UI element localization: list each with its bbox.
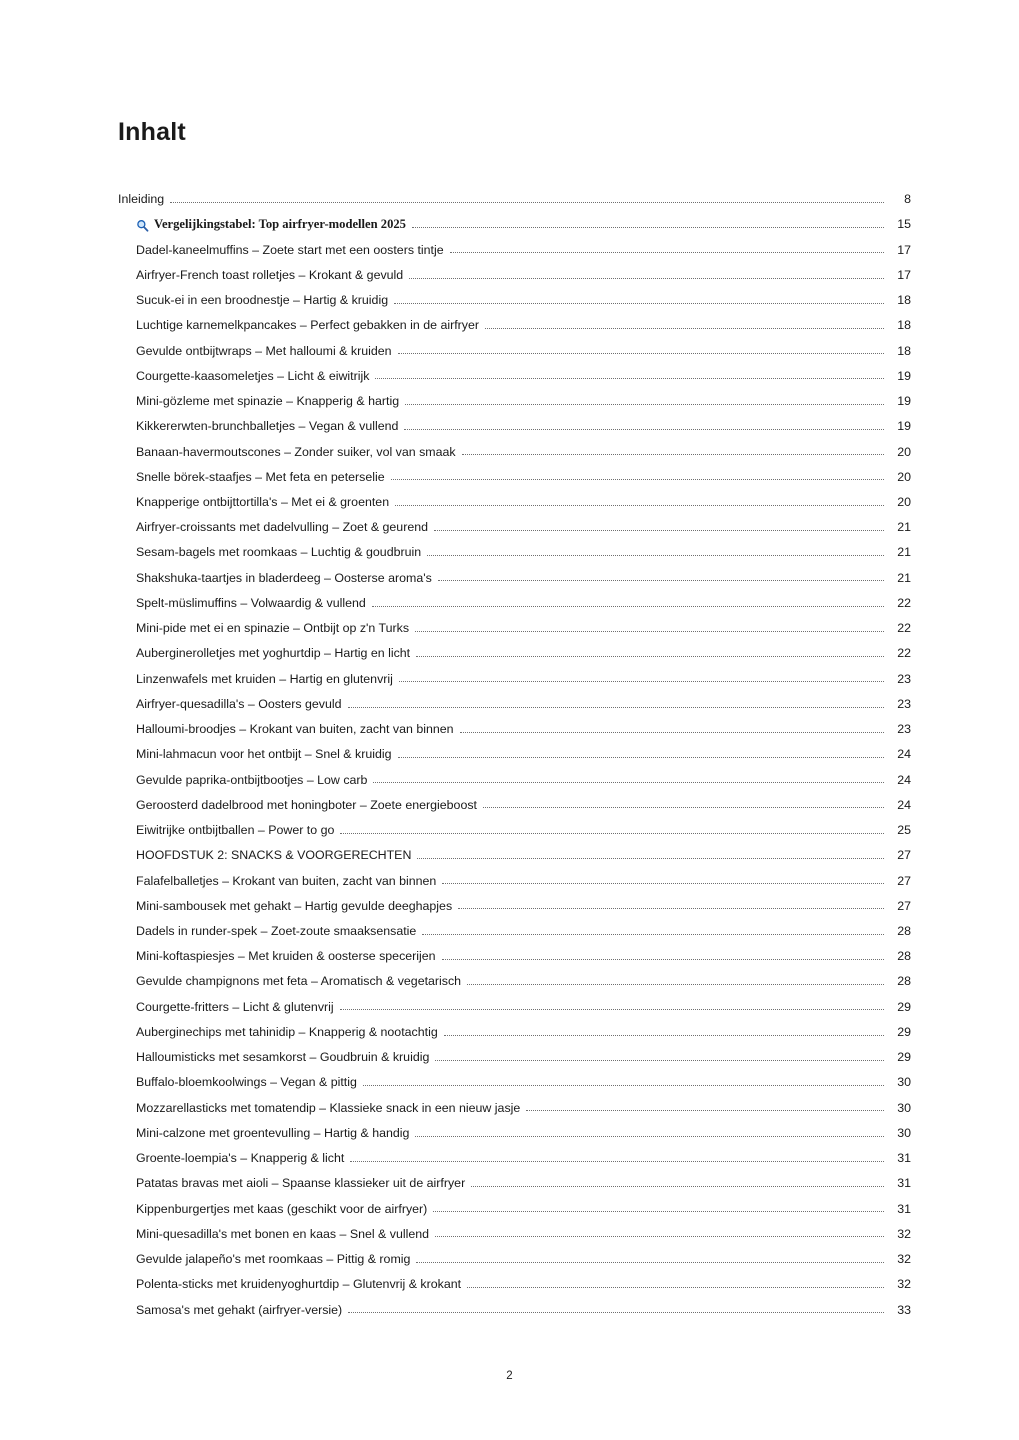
toc-entry[interactable] [136,446,911,460]
toc-leader-dots [394,302,884,304]
toc-entry-page-number: 27 [897,898,911,913]
toc-leader-dots [460,731,884,733]
toc-leader-dots [372,605,884,607]
toc-leader-dots [485,327,884,329]
toc-leader-dots [526,1109,884,1111]
toc-leader-dots [404,428,884,430]
toc-leader-dots [427,554,884,556]
toc-entry[interactable] [136,345,911,359]
toc-leader-dots [348,1311,884,1313]
toc-entry-label: Sesam-bagels met roomkaas – Luchtig & goudbruin [136,545,422,560]
toc-entry[interactable] [136,799,911,813]
toc-entry[interactable] [136,1127,911,1141]
toc-leader-dots [416,1261,884,1263]
toc-entry[interactable] [136,572,911,586]
toc-entry-label: Courgette-kaasomeletjes – Licht & eiwitrijk [136,368,370,383]
toc-entry-page-number: 18 [897,318,911,333]
toc-entry-label: Gevulde champignons met feta – Aromatisch & vegetarisch [136,974,462,989]
toc-leader-dots [433,1210,884,1212]
toc-entry[interactable] [136,546,911,560]
toc-leader-dots [348,706,884,708]
toc-entry-page-number: 31 [897,1201,911,1216]
toc-entry-page-number: 25 [897,823,911,838]
toc-entry-label: Patatas bravas met aioli – Spaanse klassieker uit de airfryer [136,1176,466,1191]
toc-entry-page-number: 22 [897,595,911,610]
toc-entry-page-number: 17 [897,267,911,282]
toc-entry[interactable] [136,900,911,914]
toc-entry-page-number: 31 [897,1176,911,1191]
toc-entry-page-number: 28 [897,924,911,938]
toc-entry-label: Spelt-müslimuffins – Volwaardig & vullend [136,595,366,610]
toc-leader-dots [363,1084,884,1086]
toc-entry[interactable] [136,673,911,687]
toc-leader-dots [458,907,884,909]
toc-entry-page-number: 33 [897,1302,911,1317]
toc-entry[interactable] [136,420,911,434]
toc-entry-label: Airfryer-croissants met dadelvulling – Zoet & geurend [136,520,429,535]
toc-leader-dots [417,857,884,859]
toc-leader-dots [340,832,884,834]
toc-entry[interactable] [136,1228,911,1242]
toc-entry[interactable] [136,824,911,838]
toc-entry-label: Courgette-fritters – Licht & glutenvrij [136,999,334,1014]
toc-entry-page-number: 24 [897,747,911,762]
toc-leader-dots [415,630,884,632]
toc-entry-label: Banaan-havermoutscones – Zonder suiker, vol van smaak [136,444,456,459]
toc-entry[interactable] [136,294,911,308]
toc-leader-dots [434,529,884,531]
toc-entry-label: Linzenwafels met kruiden – Hartig en glutenvrij [136,671,393,686]
toc-leader-dots [422,933,884,935]
toc-entry-label: HOOFDSTUK 2: SNACKS & VOORGERECHTEN [136,848,412,863]
toc-entry-page-number: 32 [897,1252,911,1267]
toc-entry-page-number: 29 [897,1050,911,1065]
toc-leader-dots [350,1160,884,1162]
toc-entry-page-number: 18 [897,343,911,358]
toc-entry[interactable] [136,748,911,762]
toc-leader-dots [467,983,884,985]
toc-entry-label: Buffalo-bloemkoolwings – Vegan & pittig [136,1075,357,1090]
toc-entry-page-number: 24 [897,797,911,812]
toc-leader-dots [395,504,884,506]
toc-entry-label: Gevulde jalapeño's met roomkaas – Pittig & romig [136,1252,411,1267]
toc-entry-label: Inleiding [118,192,165,206]
toc-entry-page-number: 29 [897,999,911,1014]
toc-entry[interactable] [136,597,911,611]
toc-entry-page-number: 23 [897,722,911,737]
toc-entry-label: Eiwitrijke ontbijtballen – Power to go [136,823,335,838]
toc-entry-page-number: 29 [897,1024,911,1039]
toc-entry-page-number: 20 [897,444,911,459]
toc-entry-page-number: 21 [897,545,911,560]
toc-entry[interactable] [136,471,911,485]
search-icon [136,219,149,232]
toc-entry-label: Sucuk-ei in een broodnestje – Hartig & kruidig [136,293,389,308]
toc-entry-label: Mini-gözleme met spinazie – Knapperig & hartig [136,394,400,409]
toc-entry[interactable] [136,1152,911,1166]
toc-entry-page-number: 19 [897,419,911,434]
toc-entry-page-number: 23 [897,671,911,686]
toc-entry-page-number: 30 [897,1100,911,1115]
toc-entry-label: Gevulde ontbijtwraps – Met halloumi & kruiden [136,343,392,358]
toc-leader-dots [375,377,884,379]
toc-entry-page-number: 22 [897,621,911,636]
toc-entry[interactable] [136,698,911,712]
toc-leader-dots [340,1008,884,1010]
toc-entry[interactable] [136,1076,911,1090]
toc-entry-label: Mini-pide met ei en spinazie – Ontbijt op z'n Turks [136,621,410,636]
table-of-contents [118,193,911,1317]
toc-entry-label: Samosa's met gehakt (airfryer-versie) [136,1302,343,1317]
toc-entry-page-number: 31 [897,1151,911,1166]
toc-entry-label: Polenta-sticks met kruidenyoghurtdip – Glutenvrij & krokant [136,1277,462,1292]
toc-entry-page-number: 19 [897,368,911,383]
toc-entry-page-number: 18 [897,293,911,308]
toc-leader-dots [399,680,884,682]
toc-entry-page-number: 20 [897,495,911,510]
toc-entry[interactable] [136,925,911,939]
toc-entry-label: Shakshuka-taartjes in bladerdeeg – Oosterse aroma's [136,570,432,585]
toc-entry[interactable] [136,975,911,989]
toc-entry[interactable] [136,1203,911,1217]
toc-entry-label: Halloumisticks met sesamkorst – Goudbruin & kruidig [136,1050,430,1065]
toc-entry-page-number: 27 [897,873,911,888]
toc-entry-page-number: 17 [897,242,911,257]
toc-entry-page-number: 32 [897,1277,911,1292]
toc-entry-label: Kippenburgertjes met kaas (geschikt voor de airfryer) [136,1201,428,1216]
toc-entry-label: Mini-calzone met groentevulling – Hartig & handig [136,1125,410,1140]
toc-entry[interactable] [118,193,911,207]
toc-leader-dots [391,478,884,480]
toc-entry-page-number: 15 [897,217,911,232]
toc-entry-label: Mozzarellasticks met tomatendip – Klassieke snack in een nieuw jasje [136,1100,521,1115]
toc-entry[interactable] [136,1304,911,1318]
toc-entry[interactable] [136,395,911,409]
toc-entry-page-number: 27 [897,848,911,863]
toc-entry-label: Gevulde paprika-ontbijtbootjes – Low carb [136,772,368,787]
toc-entry-label: Luchtige karnemelkpancakes – Perfect gebakken in de airfryer [136,318,479,333]
toc-leader-dots [415,1135,884,1137]
toc-entry-label: Dadel-kaneelmuffins – Zoete start met een oosters tintje [136,242,444,257]
toc-entry-label: Groente-loempia's – Knapperig & licht [136,1151,345,1166]
toc-entry[interactable] [136,950,911,964]
toc-entry[interactable] [136,622,911,636]
toc-entry[interactable] [136,723,911,737]
toc-entry[interactable] [136,521,911,535]
toc-entry[interactable] [136,370,911,384]
toc-entry-label: Kikkererwten-brunchballetjes – Vegan & vullend [136,419,399,434]
toc-entry-label: Dadels in runder-spek – Zoet-zoute smaaksensatie [136,924,417,938]
toc-entry-label: Falafelballetjes – Krokant van buiten, zacht van binnen [136,873,437,888]
toc-entry[interactable] [136,244,911,258]
toc-entry-page-number: 24 [897,772,911,787]
toc-entry-label: Knapperige ontbijttortilla's – Met ei & groenten [136,495,390,510]
toc-leader-dots [435,1235,884,1237]
toc-entry[interactable] [136,269,911,283]
toc-entry[interactable] [136,1051,911,1065]
toc-entry-page-number: 21 [897,520,911,535]
toc-entry-page-number: 30 [897,1125,911,1140]
toc-entry[interactable] [136,774,911,788]
toc-entry[interactable] [136,647,911,661]
toc-leader-dots [444,1034,884,1036]
toc-leader-dots [373,781,884,783]
toc-entry-page-number: 22 [897,646,911,661]
toc-entry-label: Halloumi-broodjes – Krokant van buiten, zacht van binnen [136,722,454,737]
toc-leader-dots [462,453,884,455]
toc-leader-dots [450,251,884,253]
toc-entry-label: Auberginerolletjes met yoghurtdip – Hartig en licht [136,646,411,661]
toc-entry[interactable] [136,1001,911,1015]
toc-entry-page-number: 28 [897,974,911,989]
toc-leader-dots [398,756,884,758]
toc-leader-dots [435,1059,884,1061]
toc-entry-label: Mini-quesadilla's met bonen en kaas – Snel & vullend [136,1226,430,1241]
toc-leader-dots [442,882,884,884]
toc-entry[interactable] [136,1026,911,1040]
toc-leader-dots [442,958,884,960]
toc-entry-page-number: 28 [897,949,911,964]
toc-entry[interactable] [136,1253,911,1267]
toc-leader-dots [405,403,884,405]
toc-entry[interactable] [136,1102,911,1116]
toc-entry-label: Mini-koftaspiesjes – Met kruiden & oosterse specerijen [136,949,436,964]
toc-entry[interactable] [136,218,911,232]
toc-entry-label: Airfryer-quesadilla's – Oosters gevuld [136,696,342,711]
toc-entry-label: Snelle börek-staafjes – Met feta en peterselie [136,469,385,484]
toc-entry-page-number: 19 [897,394,911,409]
toc-entry[interactable] [136,1278,911,1292]
toc-leader-dots [416,655,884,657]
toc-entry-label: Mini-sambousek met gehakt – Hartig gevulde deeghapjes [136,898,453,913]
toc-leader-dots [483,806,884,808]
toc-entry[interactable] [136,319,911,333]
toc-entry-label: Airfryer-French toast rolletjes – Krokant & gevuld [136,267,404,282]
toc-leader-dots [471,1185,884,1187]
toc-entry-page-number: 32 [897,1226,911,1241]
toc-entry-page-number: 20 [897,469,911,484]
toc-entry[interactable] [136,1177,911,1191]
toc-entry-label: Vergelijkingstabel: Top airfryer-modellen 2025 [154,217,406,232]
toc-entry-page-number: 8 [904,192,911,206]
toc-entry-label: Mini-lahmacun voor het ontbijt – Snel & kruidig [136,747,392,762]
toc-entry-page-number: 23 [897,696,911,711]
toc-entry[interactable] [136,875,911,889]
toc-leader-dots [398,352,884,354]
toc-entry-page-number: 21 [897,570,911,585]
toc-entry-page-number: 30 [897,1075,911,1090]
toc-leader-dots [412,226,884,228]
toc-entry[interactable] [136,849,911,863]
page-title: Inhalt [118,118,186,146]
toc-leader-dots [409,277,884,279]
toc-entry-label: Auberginechips met tahinidip – Knapperig & nootachtig [136,1024,438,1039]
footer-page-number: 2 [506,1370,513,1382]
toc-leader-dots [467,1286,884,1288]
toc-leader-dots [170,201,884,203]
toc-entry-label: Geroosterd dadelbrood met honingboter – Zoete energieboost [136,797,477,812]
toc-entry[interactable] [136,496,911,510]
toc-leader-dots [438,579,884,581]
